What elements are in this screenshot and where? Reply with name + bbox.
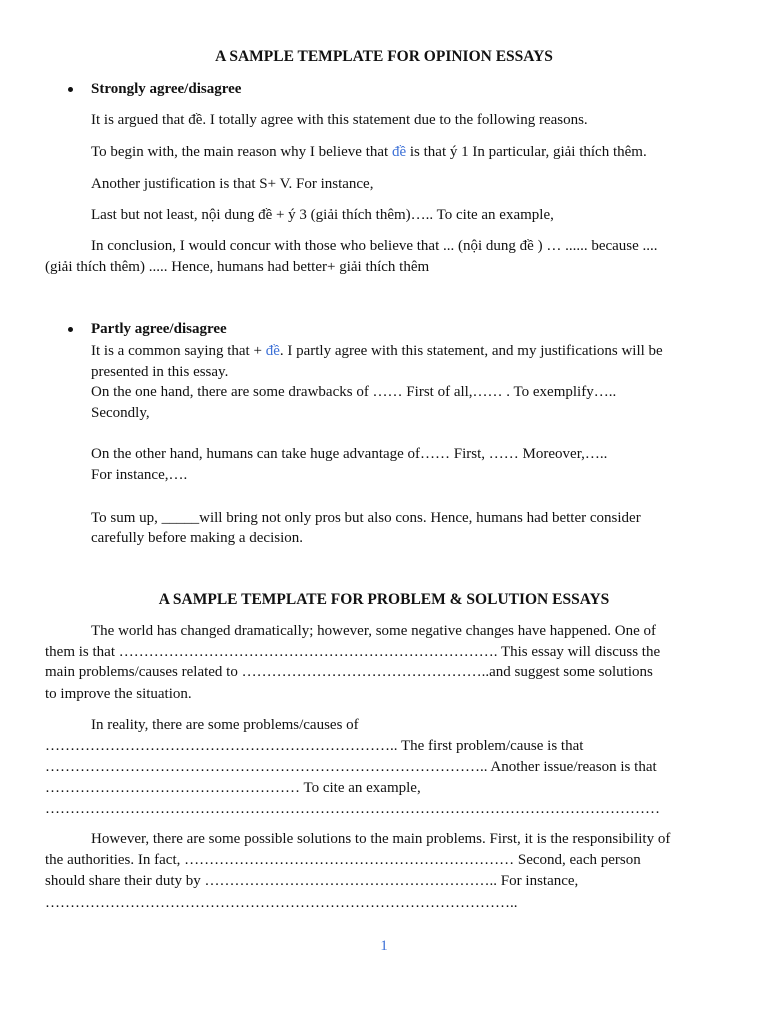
problem-p1-line3: main problems/causes related to …………………………………………..and suggest some solutions [45, 664, 653, 680]
strong-p5-line2: (giải thích thêm) ..... Hence, humans had better+ giải thích thêm [45, 259, 430, 275]
problem-p3-line3: should share their duty by ………………………………………………….. For instance, [45, 873, 579, 889]
strong-p2-link: đề [391, 144, 407, 160]
problem-p1-line2: them is that …………………………………………………………………. This essay will discuss the [45, 644, 661, 660]
problem-p1-line1: The world has changed dramatically; however, some negative changes have happened. One of [91, 623, 657, 639]
partly-line8: carefully before making a decision. [91, 530, 303, 546]
strong-p4: Last but not least, nội dung đề + ý 3 (giải thích thêm)….. To cite an example, [91, 207, 554, 223]
problem-p3-line4: ………………………………………………………………………………….. [45, 895, 518, 911]
strong-p2 [91, 142, 647, 162]
partly-heading: Partly agree/disagree [91, 321, 227, 337]
page-number: 1 [380, 938, 388, 954]
partly-line6: For instance,…. [91, 467, 188, 483]
problem-p2-line1: In reality, there are some problems/causes of [91, 717, 359, 733]
partly-line4: Secondly, [91, 405, 150, 421]
problem-p3-line2: the authorities. In fact, ………………………………………………………… Second, each person [45, 852, 641, 868]
strong-p2-c: is that ý 1 In particular, giải thích thêm. [406, 144, 647, 160]
strong-p5-line1: In conclusion, I would concur with those who believe that ... (nội dung đề ) … ...... because .... [91, 238, 658, 254]
partly-line1-link: đề [265, 343, 280, 359]
partly-line1 [91, 341, 663, 361]
problem-title: A SAMPLE TEMPLATE FOR PROBLEM & SOLUTION ESSAYS [158, 591, 610, 608]
problem-p3-line1: However, there are some possible solutions to the main problems. First, it is the responsibility of [91, 831, 671, 847]
opinion-title: A SAMPLE TEMPLATE FOR OPINION ESSAYS [215, 48, 553, 65]
strong-heading: Strongly agree/disagree [91, 81, 242, 97]
partly-line2: presented in this essay. [91, 364, 229, 380]
strong-p2-a: To begin with, the main reason why I believe that [91, 144, 392, 160]
strong-p1: It is argued that đề. I totally agree with this statement due to the following reasons. [91, 112, 588, 128]
problem-p2-line5: …………………………………………………………………………………………………………… [45, 801, 660, 817]
partly-line5: On the other hand, humans can take huge advantage of…… First, …… Moreover,….. [91, 446, 608, 462]
partly-line7: To sum up, _____will bring not only pros but also cons. Hence, humans had better consider [91, 510, 641, 526]
partly-line1-c: . I partly agree with this statement, and my justifications will be [279, 343, 663, 359]
partly-line3: On the one hand, there are some drawbacks of …… First of all,…… . To exemplify….. [91, 384, 617, 400]
problem-p1-line4: to improve the situation. [45, 686, 192, 702]
problem-p2-line4: …………………………………………… To cite an example, [45, 780, 421, 796]
partly-line1-a: It is a common saying that + [91, 343, 266, 359]
problem-p2-line2: …………………………………………………………….. The first problem/cause is that [45, 738, 584, 754]
problem-p2-line3: …………………………………………………………………………….. Another issue/reason is that [45, 759, 657, 775]
bullet-icon [68, 327, 73, 332]
bullet-icon [68, 87, 73, 92]
strong-p3: Another justification is that S+ V. For instance, [91, 176, 374, 192]
